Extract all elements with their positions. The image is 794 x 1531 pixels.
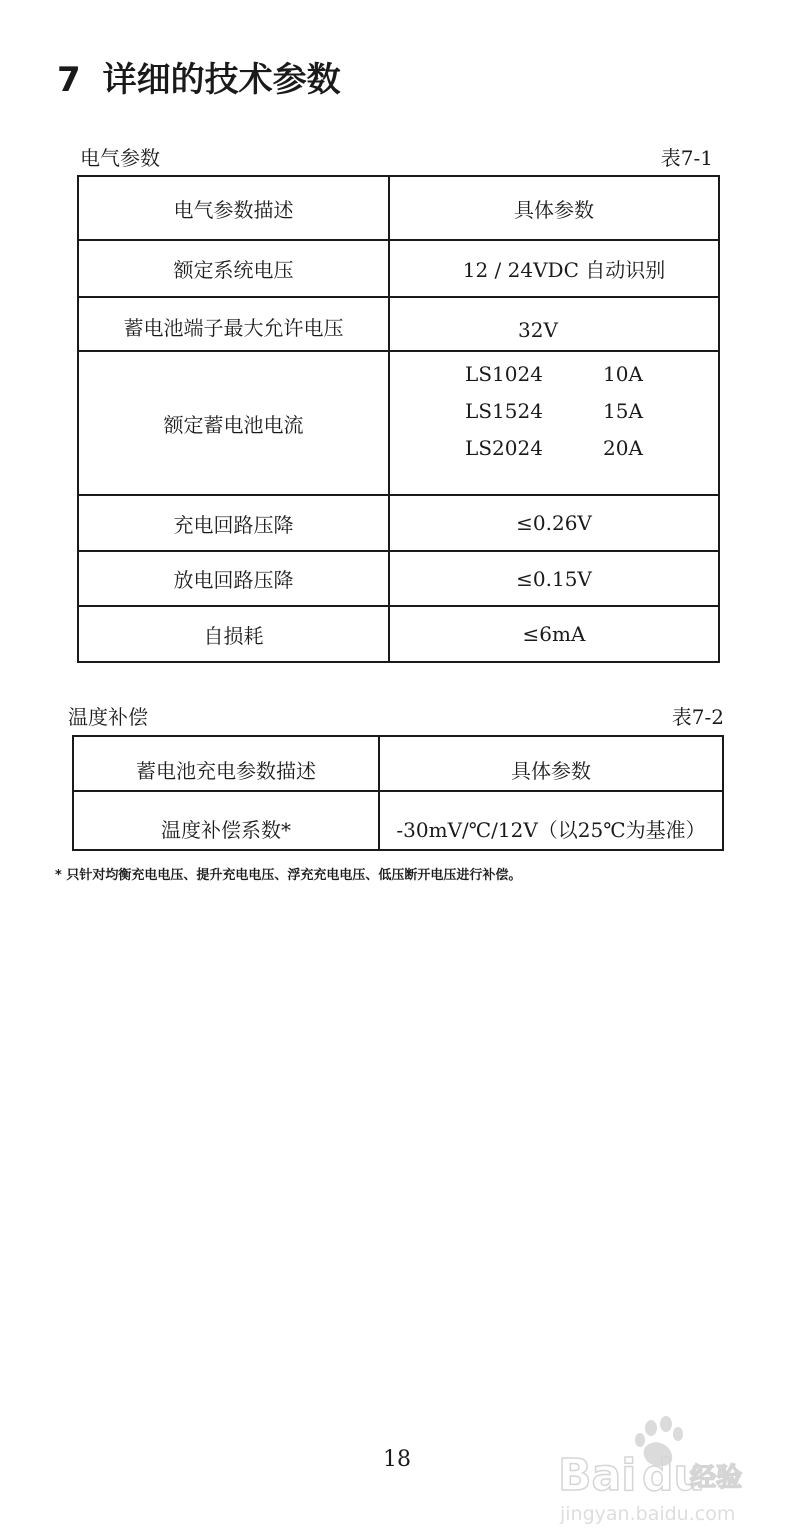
table1-number: 表7-1 <box>660 146 713 170</box>
svg-text:jingyan.baidu.com: jingyan.baidu.com <box>560 1503 736 1525</box>
list-item <box>465 356 643 393</box>
param-value <box>389 351 719 495</box>
param-value <box>389 240 719 297</box>
model-name: LS1524 <box>465 398 543 423</box>
header-cell: 具体参数 <box>389 176 719 240</box>
baidu-jingyan-watermark-logo <box>556 1408 746 1528</box>
table-header-row <box>73 736 723 791</box>
model-name: LS1024 <box>465 361 543 386</box>
svg-text:du: du <box>642 1450 705 1501</box>
param-value-text: 32V <box>518 318 558 342</box>
table2-caption: 温度补偿 <box>68 705 148 729</box>
header-cell: 电气参数描述 <box>78 176 389 240</box>
table1-caption: 电气参数 <box>80 146 160 170</box>
table2-number: 表7-2 <box>671 705 724 729</box>
list-item <box>465 393 643 430</box>
table-row <box>78 351 719 495</box>
svg-text:经验: 经验 <box>690 1463 743 1493</box>
header-cell: 蓄电池充电参数描述 <box>73 736 379 791</box>
param-label: 额定蓄电池电流 <box>78 351 389 495</box>
page-number: 18 <box>383 1447 411 1472</box>
param-value <box>389 297 719 351</box>
param-label: 额定系统电压 <box>78 240 389 297</box>
section-title: 详细的技术参数 <box>102 60 341 100</box>
header-cell: 具体参数 <box>379 736 723 791</box>
param-label: 蓄电池端子最大允许电压 <box>78 297 389 351</box>
list-item <box>465 430 643 467</box>
table-row <box>78 240 719 297</box>
footnote: * 只针对均衡充电电压、提升充电电压、浮充充电电压、低压断开电压进行补偿。 <box>55 868 522 883</box>
table-header-row <box>78 176 719 240</box>
param-value: ≤6mA <box>389 606 719 662</box>
model-current: 10A <box>603 361 643 386</box>
table-row <box>73 791 723 850</box>
param-label: 充电回路压降 <box>78 495 389 551</box>
electrical-parameters-table <box>77 175 720 663</box>
table-row <box>78 551 719 606</box>
model-current-list <box>465 356 643 467</box>
temperature-compensation-table <box>72 735 724 851</box>
svg-text:Bai: Bai <box>558 1450 637 1501</box>
model-current: 15A <box>603 398 643 423</box>
param-label: 自损耗 <box>78 606 389 662</box>
model-name: LS2024 <box>465 435 543 460</box>
param-value: ≤0.15V <box>389 551 719 606</box>
table-row <box>78 297 719 351</box>
section-heading <box>57 56 341 104</box>
section-number: 7 <box>57 60 81 100</box>
param-value: ≤0.26V <box>389 495 719 551</box>
param-label: 温度补偿系数* <box>73 791 379 850</box>
table-row <box>78 606 719 662</box>
param-label: 放电回路压降 <box>78 551 389 606</box>
model-current: 20A <box>603 435 643 460</box>
param-value: -30mV/℃/12V（以25℃为基准） <box>379 791 723 850</box>
table-row <box>78 495 719 551</box>
param-value-text: 12 / 24VDC 自动识别 <box>462 258 666 282</box>
